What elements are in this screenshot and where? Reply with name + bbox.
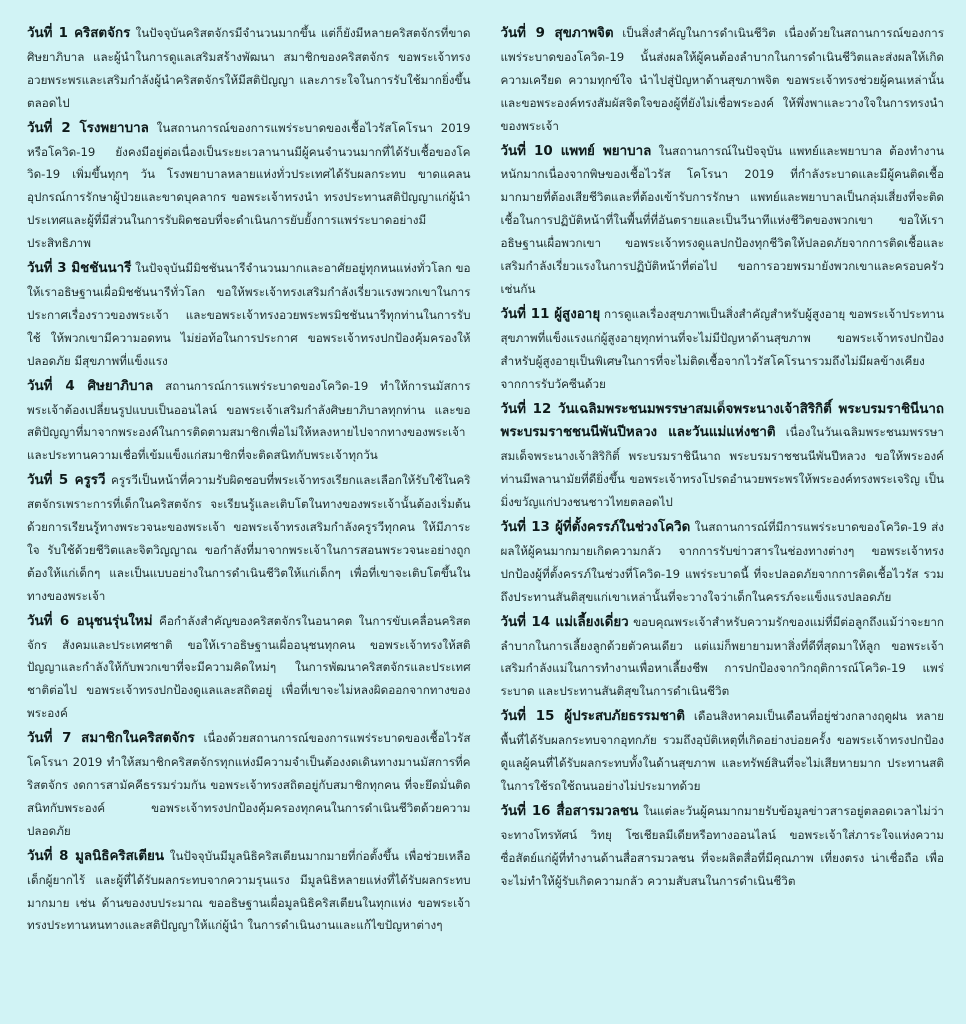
prayer-entry-day-4 (27, 375, 471, 468)
entry-text: เนื่องในวันเฉลิมพระชนมพรรษาสมเด็จพระนางเจ้าสิริกิติ์ พระบรมราชินีนาถ พระบรมราชชนนีพันปีหลวง ขอให้พระองค์ท่านมีพลานามัยที่ดียิ่งขึ้น ขอพระเจ้าทรงโปรดอำนวยพระพรให้พระองค์ทรงพระเจริญ เป็นมิ่งขวัญแก่ปวงชนชาวไทยตลอดไป (500, 425, 944, 510)
entry-text: ในสถานการณ์ในปัจจุบัน แพทย์และพยาบาล ต้องทำงานหนักมากเนื่องจากพิษของเชื้อไวรัส โคโรนา 2019 ที่กำลังระบาดและมีผู้คนติดเชื้อมากมายที่ต้องเสียชีวิตและที่ต้องเข้ารับการรักษา แพทย์และพยาบาลเป็นกลุ่มเสี่ยงที่จะติดเชื้อในการปฏิบัติหน้าที่ในพื้นที่ที่อันตรายและเป็นวีนาทีแห่งชีวิตของพวกเขา ขอให้เราอธิษฐานเผื่อพวกเขา ขอพระเจ้าทรงดูแลปกป้องทุกชีวิตให้ปลอดภัยจากการติดเชื้อและเสริมกำลังเรี่ยวแรงในการปฏิบัติหน้าที่ต่อไป ขอการอวยพรมายังพวกเขาและครอบครัวเช่นกัน (500, 143, 945, 296)
prayer-entry-day-16 (501, 800, 945, 893)
entry-text: ในปัจจุบันมีมิชชันนารีจำนวนมากและอาศัยอยู่ทุกหนแห่งทั่วโลก ขอให้เราอธิษฐานเผื่อมิชชันนารีทั่วโลก ขอให้พระเจ้าทรงเสริมกำลังเรี่ยวแรงพวกเขาในการประกาศเรื่องราวของพระเจ้า และขอพระเจ้าทรงอวยพระพรมิชชันนารีทุกท่านในการรับใช้ ให้พวกเขามีความอดทน ไม่ย่อท้อในการประกาศ ขอพระเจ้าทรงปกป้องคุ้มครองให้ปลอดภัย มีสุขภาพที่แข็งแรง (27, 261, 471, 368)
entry-heading: วันที่ 9 สุขภาพจิต (500, 26, 614, 41)
entry-heading: วันที่ 12 วันเฉลิมพระชนมพรรษาสมเด็จพระนางเจ้าสิริกิติ์ พระบรมราชินีนาถ พระบรมราชชนนีพันปีหลวง และวันแม่แห่งชาติ (500, 401, 944, 441)
prayer-entry-day-6 (27, 610, 471, 726)
entry-heading: วันที่ 14 แม่เลี้ยงเดี่ยว (500, 614, 629, 630)
entry-text: เป็นสิ่งสำคัญในการดำเนินชีวิต เนื่องด้วยในสถานการณ์ของการแพร่ระบาดของโควิด-19 นั้นส่งผลให้ผู้คนต้องลำบากในการดำเนินชีวิตและส่งผลให้เกิดความเครียด ความทุกข์ใจ นำไปสู่ปัญหาด้านสุขภาพจิต ขอพระเจ้าทรงช่วยผู้คนเหล่านั้นและขอพระองค์ทรงสัมผัสจิตใจของผู้ที่ยังไม่เชื่อพระองค์ ให้พึ่งพาและวางใจในการทรงนำของพระเจ้า (500, 26, 945, 133)
prayer-entry-day-15 (501, 705, 945, 798)
entry-heading: วันที่ 10 แพทย์ พยาบาล (500, 143, 652, 159)
prayer-entry-day-3 (27, 257, 471, 373)
entry-text: เดือนสิงหาคมเป็นเดือนที่อยู่ช่วงกลางฤดูฝน หลายพื้นที่ได้รับผลกระทบจากอุทกภัย รวมถึงอุบัติเหตุที่เกิดอย่างบ่อยครั้ง ขอพระเจ้าทรงปกป้องดูแลผู้คนที่ได้รับผลกระทบทั้งในด้านสุขภาพ และทรัพย์สินที่จะไม่เสียหายมาก ประทานสติในการใช้รถใช้ถนนอย่างไม่ประมาทด้วย (500, 709, 944, 793)
entry-heading: วันที่ 4 ศิษยาภิบาล (27, 378, 154, 394)
prayer-entry-day-10 (501, 140, 945, 301)
prayer-entry-day-8 (27, 845, 471, 938)
entry-heading: วันที่ 5 ครูรวี (27, 473, 106, 489)
entry-text: ในสถานการณ์ของการแพร่ระบาดของเชื้อไวรัสโคโรนา 2019 หรือโควิด-19 ยังคงมีอยู่ต่อเนื่องเป็นระยะเวลานานมีผู้คนจำนวนมากที่ได้รับเชื้อของโควิด-19 เพิ่มขึ้นทุกๆ วัน โรงพยาบาลหลายแห่งทั่วประเทศได้รับผลกระทบ ขาดแคลนอุปกรณ์การรักษาผู้ป่วยและขาดบุคลากร ขอพระเจ้าทรงนำ ทรงประทานสติปัญญาแก่ผู้นำประเทศและผู้ที่มีส่วนในการรับผิดชอบที่จะดำเนินการยับยั้งการแพร่ระบาดอย่างมีประสิทธิภาพ (27, 120, 471, 251)
prayer-entry-day-7 (27, 727, 471, 843)
entry-heading: วันที่ 1 คริสตจักร (27, 26, 131, 41)
entry-heading: วันที่ 8 มูลนิธิคริสเตียน (27, 848, 165, 864)
prayer-entry-day-1 (27, 22, 471, 115)
prayer-entry-day-13 (501, 516, 945, 609)
entry-text: คือกำลังสำคัญของคริสตจักรในอนาคต ในการขับเคลื่อนคริสตจักร สังคมและประเทศชาติ ขอให้เราอธิษฐานเผื่ออนุชนทุกคน ขอพระเจ้าทรงให้สติปัญญาและกำลังให้กับพวกเขาที่จะมีความคิดใหม่ๆ ในการพัฒนาคริสตจักรและประเทศชาติต่อไป ขอพระเจ้าทรงปกป้องดูแลและสถิตอยู่ เพื่อที่เขาจะไม่หลงผิดออกจากทางของพระองค์ (27, 613, 471, 721)
entry-text: ขอบคุณพระเจ้าสำหรับความรักของแม่ที่มีต่อลูกถึงแม้ว่าจะยากลำบากในการเลี้ยงลูกด้วยตัวคนเดียว แต่แม่ก็พยายามหาสิ่งที่ดีที่สุดมาให้ลูก ขอพระเจ้าเสริมกำลังแม่ในการทำงานเพื่อหาเลี้ยงชีพ การปกป้องจากวิกฤติการณ์โควิด-19 แพร่ระบาด และประทานสันติสุขในการดำเนินชีวิต (500, 614, 944, 699)
prayer-entry-day-12 (501, 398, 945, 515)
prayer-entry-day-9 (501, 22, 945, 138)
entry-heading: วันที่ 7 สมาชิกในคริสตจักร (27, 731, 195, 747)
entry-text: การดูแลเรื่องสุขภาพเป็นสิ่งสำคัญสำหรับผู้สูงอายุ ขอพระเจ้าประทานสุขภาพที่แข็งแรงแก่ผู้สูงอายุทุกท่านที่จะไม่มีปัญหาด้านสุขภาพ ขอพระเจ้าทรงปกป้องสำหรับผู้สูงอายุเป็นพิเศษในการที่จะไม่ติดเชื้อจากไวรัสโคโรนารวมถึงไม่มีผลข้างเคียงจากการรับวัคซีนด้วย (500, 306, 944, 391)
entry-heading: วันที่ 3 มิชชันนารี (27, 261, 132, 277)
entry-heading: วันที่ 13 ผู้ที่ตั้งครรภ์ในช่วงโควิด (500, 520, 691, 536)
entry-heading: วันที่ 6 อนุชนรุ่นใหม่ (27, 613, 153, 629)
entry-text: ในแต่ละวันผู้คนมากมายรับข้อมูลข่าวสารอยู่ตลอดเวลาไม่ว่าจะทางโทรทัศน์ วิทยุ โซเชียลมีเดียหรือทางออนไลน์ ขอพระเจ้าใส่ภาระใจแห่งความซื่อสัตย์แก่ผู้ที่ทำงานด้านสื่อสารมวลชน ที่จะผลิตสื่อที่มีคุณภาพ เที่ยงตรง น่าเชื่อถือ เพื่อจะไม่ทำให้ผู้รับเกิดความกลัว ความสับสนในการดำเนินชีวิต (500, 803, 944, 888)
entry-text: ในปัจจุบันมีมูลนิธิคริสเตียนมากมายที่ก่อตั้งขึ้น เพื่อช่วยเหลือเด็กผู้ยากไร้ และผู้ที่ได้รับผลกระทบจากความรุนแรง มีมูลนิธิหลายแห่งที่ได้รับผลกระทบมากมาย เช่น ด้านของงบประมาณ ขออธิษฐานเผื่อมูลนิธิคริสเตียนในทุกแห่ง ขอพระเจ้าทรงประทานหนทางและสติปัญญาให้แก่ผู้นำ ในการดำเนินงานและแก้ไขปัญหาต่างๆ (27, 848, 471, 933)
prayer-entry-day-5 (27, 469, 471, 607)
prayer-entry-day-2 (27, 117, 471, 255)
entry-text: เนื่องด้วยสถานการณ์ของการแพร่ระบาดของเชื้อไวรัสโคโรนา 2019 ทำให้สมาชิกคริสตจักรทุกแห่งมีความจำเป็นต้องงดเดินทางมานมัสการที่คริสตจักร งดการสามัคคีธรรมร่วมกัน ขอพระเจ้าทรงสถิตอยู่กับสมาชิกทุกคน ที่จะยึดมั่นติดสนิทกับพระองค์ ขอพระเจ้าทรงปกป้องคุ้มครองทุกคนในการดำเนินชีวิตด้วยความปลอดภัย (27, 731, 471, 838)
left-column (27, 22, 471, 1024)
entry-heading: วันที่ 15 ผู้ประสบภัยธรรมชาติ (500, 709, 685, 725)
entry-text: สถานการณ์การแพร่ระบาดของโควิด-19 ทำให้การนมัสการพระเจ้าต้องเปลี่ยนรูปแบบเป็นออนไลน์ ขอพระเจ้าเสริมกำลังศิษยาภิบาลทุกท่าน และขอสติปัญญาที่มาจากพระองค์ในการติดตามสมาชิกเพื่อไม่ให้หลงหายไปจากทางของพระเจ้า และประทานความเชื่อที่เข้มแข็งแก่สมาชิกที่จะติดสนิทกับพระเจ้าทุกวัน (27, 378, 471, 463)
prayer-entry-day-14 (501, 611, 945, 704)
entry-text: ในปัจจุบันคริสตจักรมีจำนวนมากขึ้น แต่ก็ยังมีหลายคริสตจักรที่ขาดศิษยาภิบาล และผู้นำในการดูแลเสริมสร้างพัฒนา สมาชิกของคริสตจักร ขอพระเจ้าทรงอวยพระพรและเสริมกำลังผู้นำคริสตจักรให้มีสติปัญญา และภาระใจในการรับใช้มากยิ่งขึ้นตลอดไป (27, 26, 471, 110)
right-column (501, 22, 945, 1024)
entry-text: ในสถานการณ์ที่มีการแพร่ระบาดของโควิด-19 ส่งผลให้ผู้คนมากมายเกิดความกลัว จากการรับข่าวสารในช่องทางต่างๆ ขอพระเจ้าทรงปกป้องผู้ที่ตั้งครรภ์ในช่วงที่โควิด-19 แพร่ระบาดนี้ ที่จะปลอดภัยจากการติดเชื้อไวรัส รวมถึงประทานสันติสุขแก่เขาเหล่านั้นที่จะวางใจว่าเด็กในครรภ์จะแข็งแรงปลอดภัย (500, 520, 944, 604)
entry-heading: วันที่ 2 โรงพยาบาล (27, 120, 149, 136)
prayer-entry-day-11 (501, 303, 945, 396)
entry-heading: วันที่ 11 ผู้สูงอายุ (500, 306, 601, 322)
entry-heading: วันที่ 16 สื่อสารมวลชน (500, 803, 639, 819)
entry-text: ครูรวีเป็นหน้าที่ความรับผิดชอบที่พระเจ้าทรงเรียกและเลือกให้รับใช้ในคริสตจักรเพราะการที่เด็กในคริสตจักร จะเรียนรู้และเติบโตในทางของพระเจ้านั้นต้องเริ่มต้นด้วยการเรียนรู้ทางพระวจนะของพระเจ้า ขอพระเจ้าทรงเสริมกำลังครูรวีทุกคน ให้มีภาระใจ รับใช้ด้วยชีวิตและจิตวิญญาณ ขอกำลังที่มาจากพระเจ้าในการสอนพระวจนะอย่างถูกต้องให้แก่เด็กๆ และเป็นแบบอย่างในการดำเนินชีวิตให้แก่เด็กๆ เพื่อที่เขาจะเติบโตขึ้นในทางของพระเจ้า (27, 473, 471, 603)
